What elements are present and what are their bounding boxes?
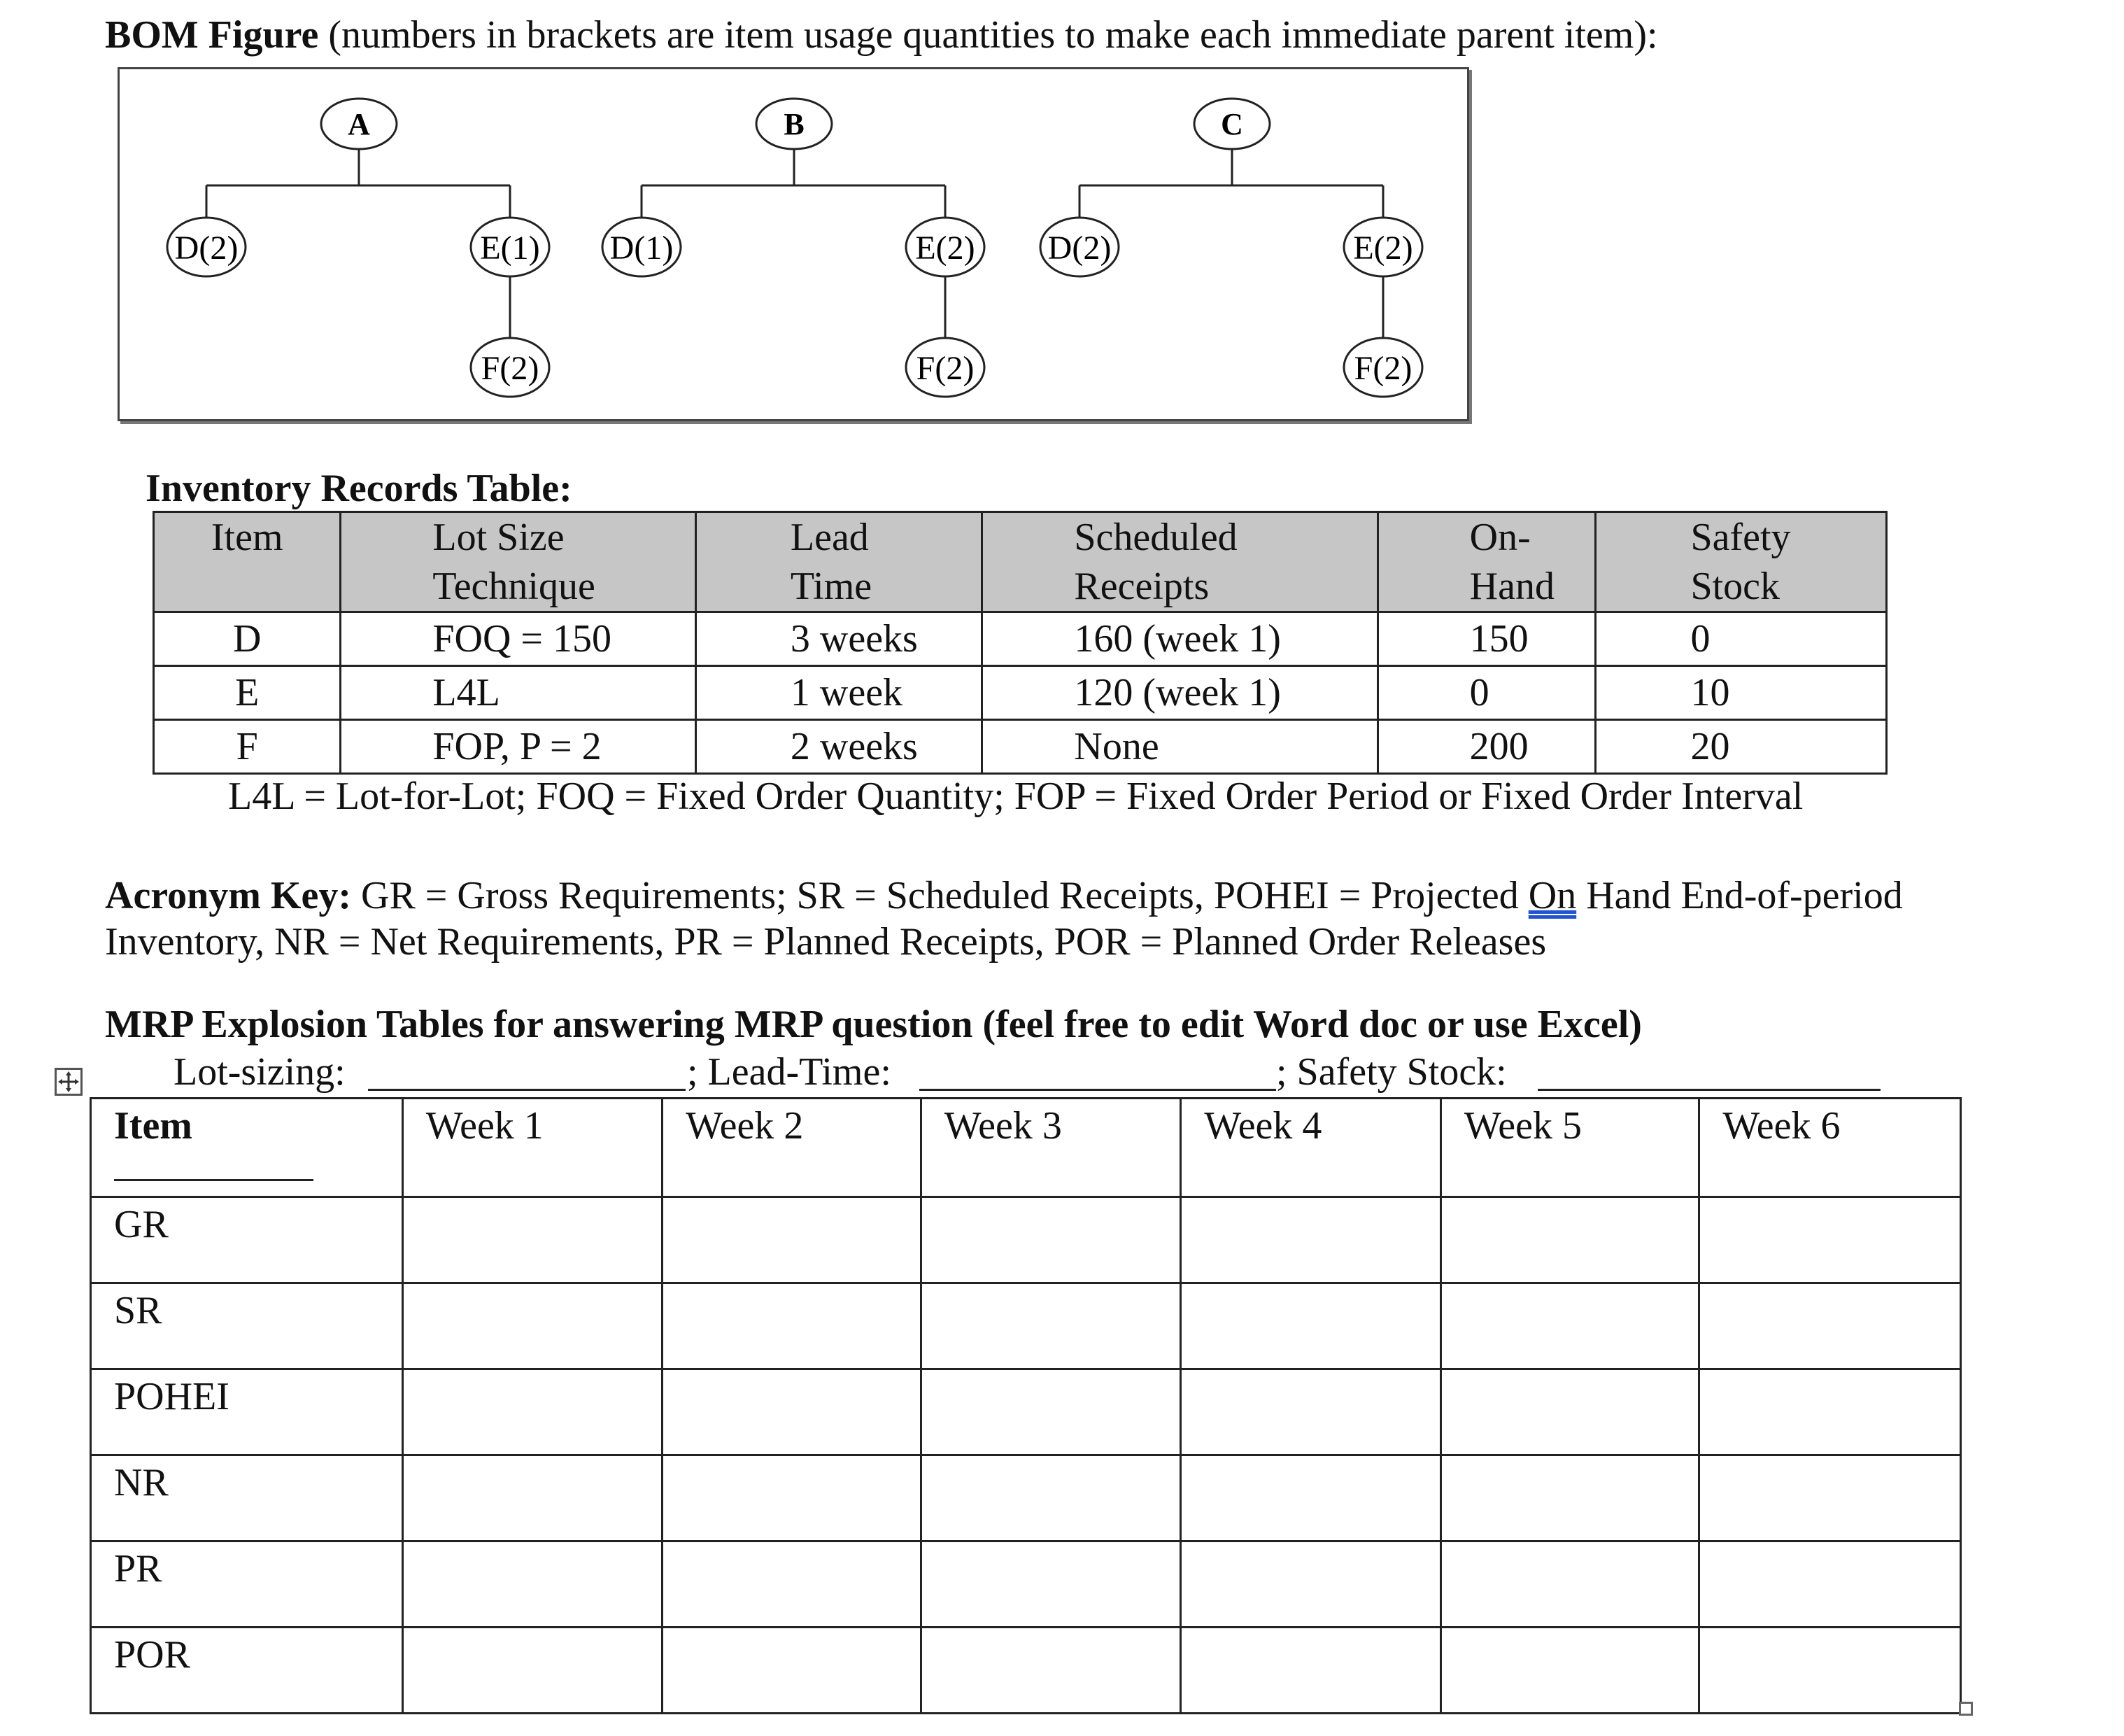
mrp-cell[interactable] [1181, 1628, 1441, 1714]
bom-heading-bold: BOM Figure [105, 13, 319, 57]
bom-child-label: E(2) [1353, 230, 1413, 267]
bom-child-label: D(2) [174, 230, 239, 267]
mrp-cell[interactable] [921, 1541, 1181, 1628]
mrp-title: MRP Explosion Tables for answering MRP question (feel free to edit Word doc or use Excel) [105, 1003, 1642, 1046]
inv-header-item: Item [154, 512, 341, 612]
safety-stock-blank[interactable] [1538, 1089, 1881, 1091]
inv-cell: 200 [1378, 720, 1596, 774]
bom-parent-label: B [784, 107, 805, 141]
acronym-key-line-2: Inventory, NR = Net Requirements, PR = Planned Receipts, POR = Planned Order Releases [105, 920, 1547, 964]
inv-cell: 1 week [695, 666, 982, 720]
mrp-cell[interactable] [1181, 1541, 1441, 1628]
mrp-row-label: SR [91, 1283, 403, 1369]
spellcheck-word: On [1528, 874, 1577, 917]
mrp-cell[interactable] [663, 1369, 921, 1455]
bom-heading [105, 15, 1658, 55]
safety-stock-label: ; Safety Stock: [1276, 1050, 1507, 1094]
mrp-cell[interactable] [1181, 1455, 1441, 1541]
mrp-cell[interactable] [402, 1197, 663, 1283]
resize-handle-icon[interactable] [1959, 1702, 1973, 1716]
inv-header-lot-size: Lot Size Technique [341, 512, 695, 612]
mrp-row-label: GR [91, 1197, 403, 1283]
inv-cell: L4L [341, 666, 695, 720]
mrp-cell[interactable] [663, 1628, 921, 1714]
acronym-text: GR = Gross Requirements; SR = Scheduled Receipts, POHEI = Projected [351, 874, 1529, 917]
mrp-header-week[interactable]: Week 2 [663, 1099, 921, 1197]
inv-cell: F [154, 720, 341, 774]
mrp-header-week[interactable]: Week 6 [1699, 1099, 1961, 1197]
mrp-cell[interactable] [1440, 1455, 1699, 1541]
mrp-cell[interactable] [402, 1369, 663, 1455]
mrp-header-week[interactable]: Week 1 [402, 1099, 663, 1197]
mrp-cell[interactable] [1699, 1628, 1961, 1714]
inv-cell: D [154, 612, 341, 666]
mrp-cell[interactable] [1699, 1197, 1961, 1283]
bom-child-label: F(2) [481, 350, 539, 387]
inv-cell: 2 weeks [695, 720, 982, 774]
bom-child-label: F(2) [1354, 350, 1413, 387]
mrp-cell[interactable] [663, 1197, 921, 1283]
mrp-cell[interactable] [663, 1283, 921, 1369]
inv-cell: 0 [1378, 666, 1596, 720]
mrp-cell[interactable] [1440, 1628, 1699, 1714]
lead-time-blank[interactable] [919, 1089, 1276, 1091]
mrp-cell[interactable] [402, 1283, 663, 1369]
inventory-row [154, 666, 1887, 720]
inv-header-scheduled-receipts: Scheduled Receipts [982, 512, 1378, 612]
mrp-cell[interactable] [402, 1541, 663, 1628]
bom-child-label: D(2) [1047, 230, 1112, 267]
move-handle-icon[interactable] [55, 1068, 83, 1096]
mrp-cell[interactable] [1699, 1541, 1961, 1628]
bom-parent-label: C [1221, 107, 1243, 141]
inv-cell: 20 [1596, 720, 1887, 774]
mrp-cell[interactable] [921, 1455, 1181, 1541]
lot-sizing-label: Lot-sizing: [174, 1050, 346, 1094]
inventory-header-row [154, 512, 1887, 612]
mrp-row-label: NR [91, 1455, 403, 1541]
mrp-cell[interactable] [663, 1455, 921, 1541]
inventory-title: Inventory Records Table: [146, 467, 572, 510]
mrp-cell[interactable] [1699, 1283, 1961, 1369]
inventory-row [154, 720, 1887, 774]
inventory-table [153, 511, 1888, 775]
inv-cell: FOQ = 150 [341, 612, 695, 666]
mrp-header-week[interactable]: Week 4 [1181, 1099, 1441, 1197]
mrp-cell[interactable] [402, 1628, 663, 1714]
inv-header-lead-time: Lead Time [695, 512, 982, 612]
mrp-row [91, 1197, 1961, 1283]
inv-cell: 120 (week 1) [982, 666, 1378, 720]
mrp-cell[interactable] [1440, 1369, 1699, 1455]
mrp-row [91, 1455, 1961, 1541]
mrp-header-week[interactable]: Week 3 [921, 1099, 1181, 1197]
inv-cell: FOP, P = 2 [341, 720, 695, 774]
bom-child-label: E(1) [480, 230, 540, 267]
inv-cell: E [154, 666, 341, 720]
inv-cell: 3 weeks [695, 612, 982, 666]
lot-sizing-blank[interactable] [368, 1089, 686, 1091]
inv-cell: 0 [1596, 612, 1887, 666]
acronym-text-tail: Hand End-of-period [1576, 874, 1903, 917]
mrp-cell[interactable] [921, 1628, 1181, 1714]
bom-diagram [120, 69, 1467, 419]
bom-child-label: E(2) [915, 230, 975, 267]
mrp-row-label: PR [91, 1541, 403, 1628]
bom-heading-rest: (numbers in brackets are item usage quantities to make each immediate parent item): [318, 13, 1658, 57]
acronym-key-line-1 [105, 876, 1903, 915]
mrp-table [90, 1097, 1962, 1714]
bom-parent-label: A [348, 107, 370, 141]
acronym-label: Acronym Key: [105, 874, 351, 917]
mrp-cell[interactable] [663, 1541, 921, 1628]
mrp-cell[interactable] [1440, 1197, 1699, 1283]
mrp-cell[interactable] [921, 1283, 1181, 1369]
inv-cell: None [982, 720, 1378, 774]
inv-cell: 10 [1596, 666, 1887, 720]
bom-figure [118, 67, 1469, 421]
mrp-cell[interactable] [921, 1369, 1181, 1455]
bom-child-label: F(2) [916, 350, 975, 387]
mrp-header-row [91, 1099, 1961, 1197]
inv-header-on-hand: On- Hand [1378, 512, 1596, 612]
mrp-cell[interactable] [1699, 1455, 1961, 1541]
mrp-cell[interactable] [1181, 1369, 1441, 1455]
mrp-header-week[interactable]: Week 5 [1440, 1099, 1699, 1197]
inv-cell: 160 (week 1) [982, 612, 1378, 666]
mrp-header-item[interactable]: Item [91, 1099, 403, 1197]
mrp-row-label: POR [91, 1628, 403, 1714]
inv-header-safety-stock: Safety Stock [1596, 512, 1887, 612]
lead-time-label: ; Lead-Time: [687, 1050, 891, 1094]
mrp-cell[interactable] [1181, 1197, 1441, 1283]
inventory-footnote: L4L = Lot-for-Lot; FOQ = Fixed Order Quantity; FOP = Fixed Order Period or Fixed Order Interval [228, 775, 1804, 818]
bom-child-label: D(1) [609, 230, 674, 267]
mrp-cell[interactable] [1699, 1369, 1961, 1455]
mrp-row [91, 1541, 1961, 1628]
mrp-cell[interactable] [921, 1197, 1181, 1283]
mrp-cell[interactable] [1440, 1541, 1699, 1628]
mrp-cell[interactable] [402, 1455, 663, 1541]
item-name-blank[interactable] [114, 1179, 313, 1181]
mrp-cell[interactable] [1181, 1283, 1441, 1369]
mrp-row [91, 1369, 1961, 1455]
mrp-row [91, 1628, 1961, 1714]
inventory-row [154, 612, 1887, 666]
inv-cell: 150 [1378, 612, 1596, 666]
mrp-cell[interactable] [1440, 1283, 1699, 1369]
mrp-row [91, 1283, 1961, 1369]
mrp-row-label: POHEI [91, 1369, 403, 1455]
